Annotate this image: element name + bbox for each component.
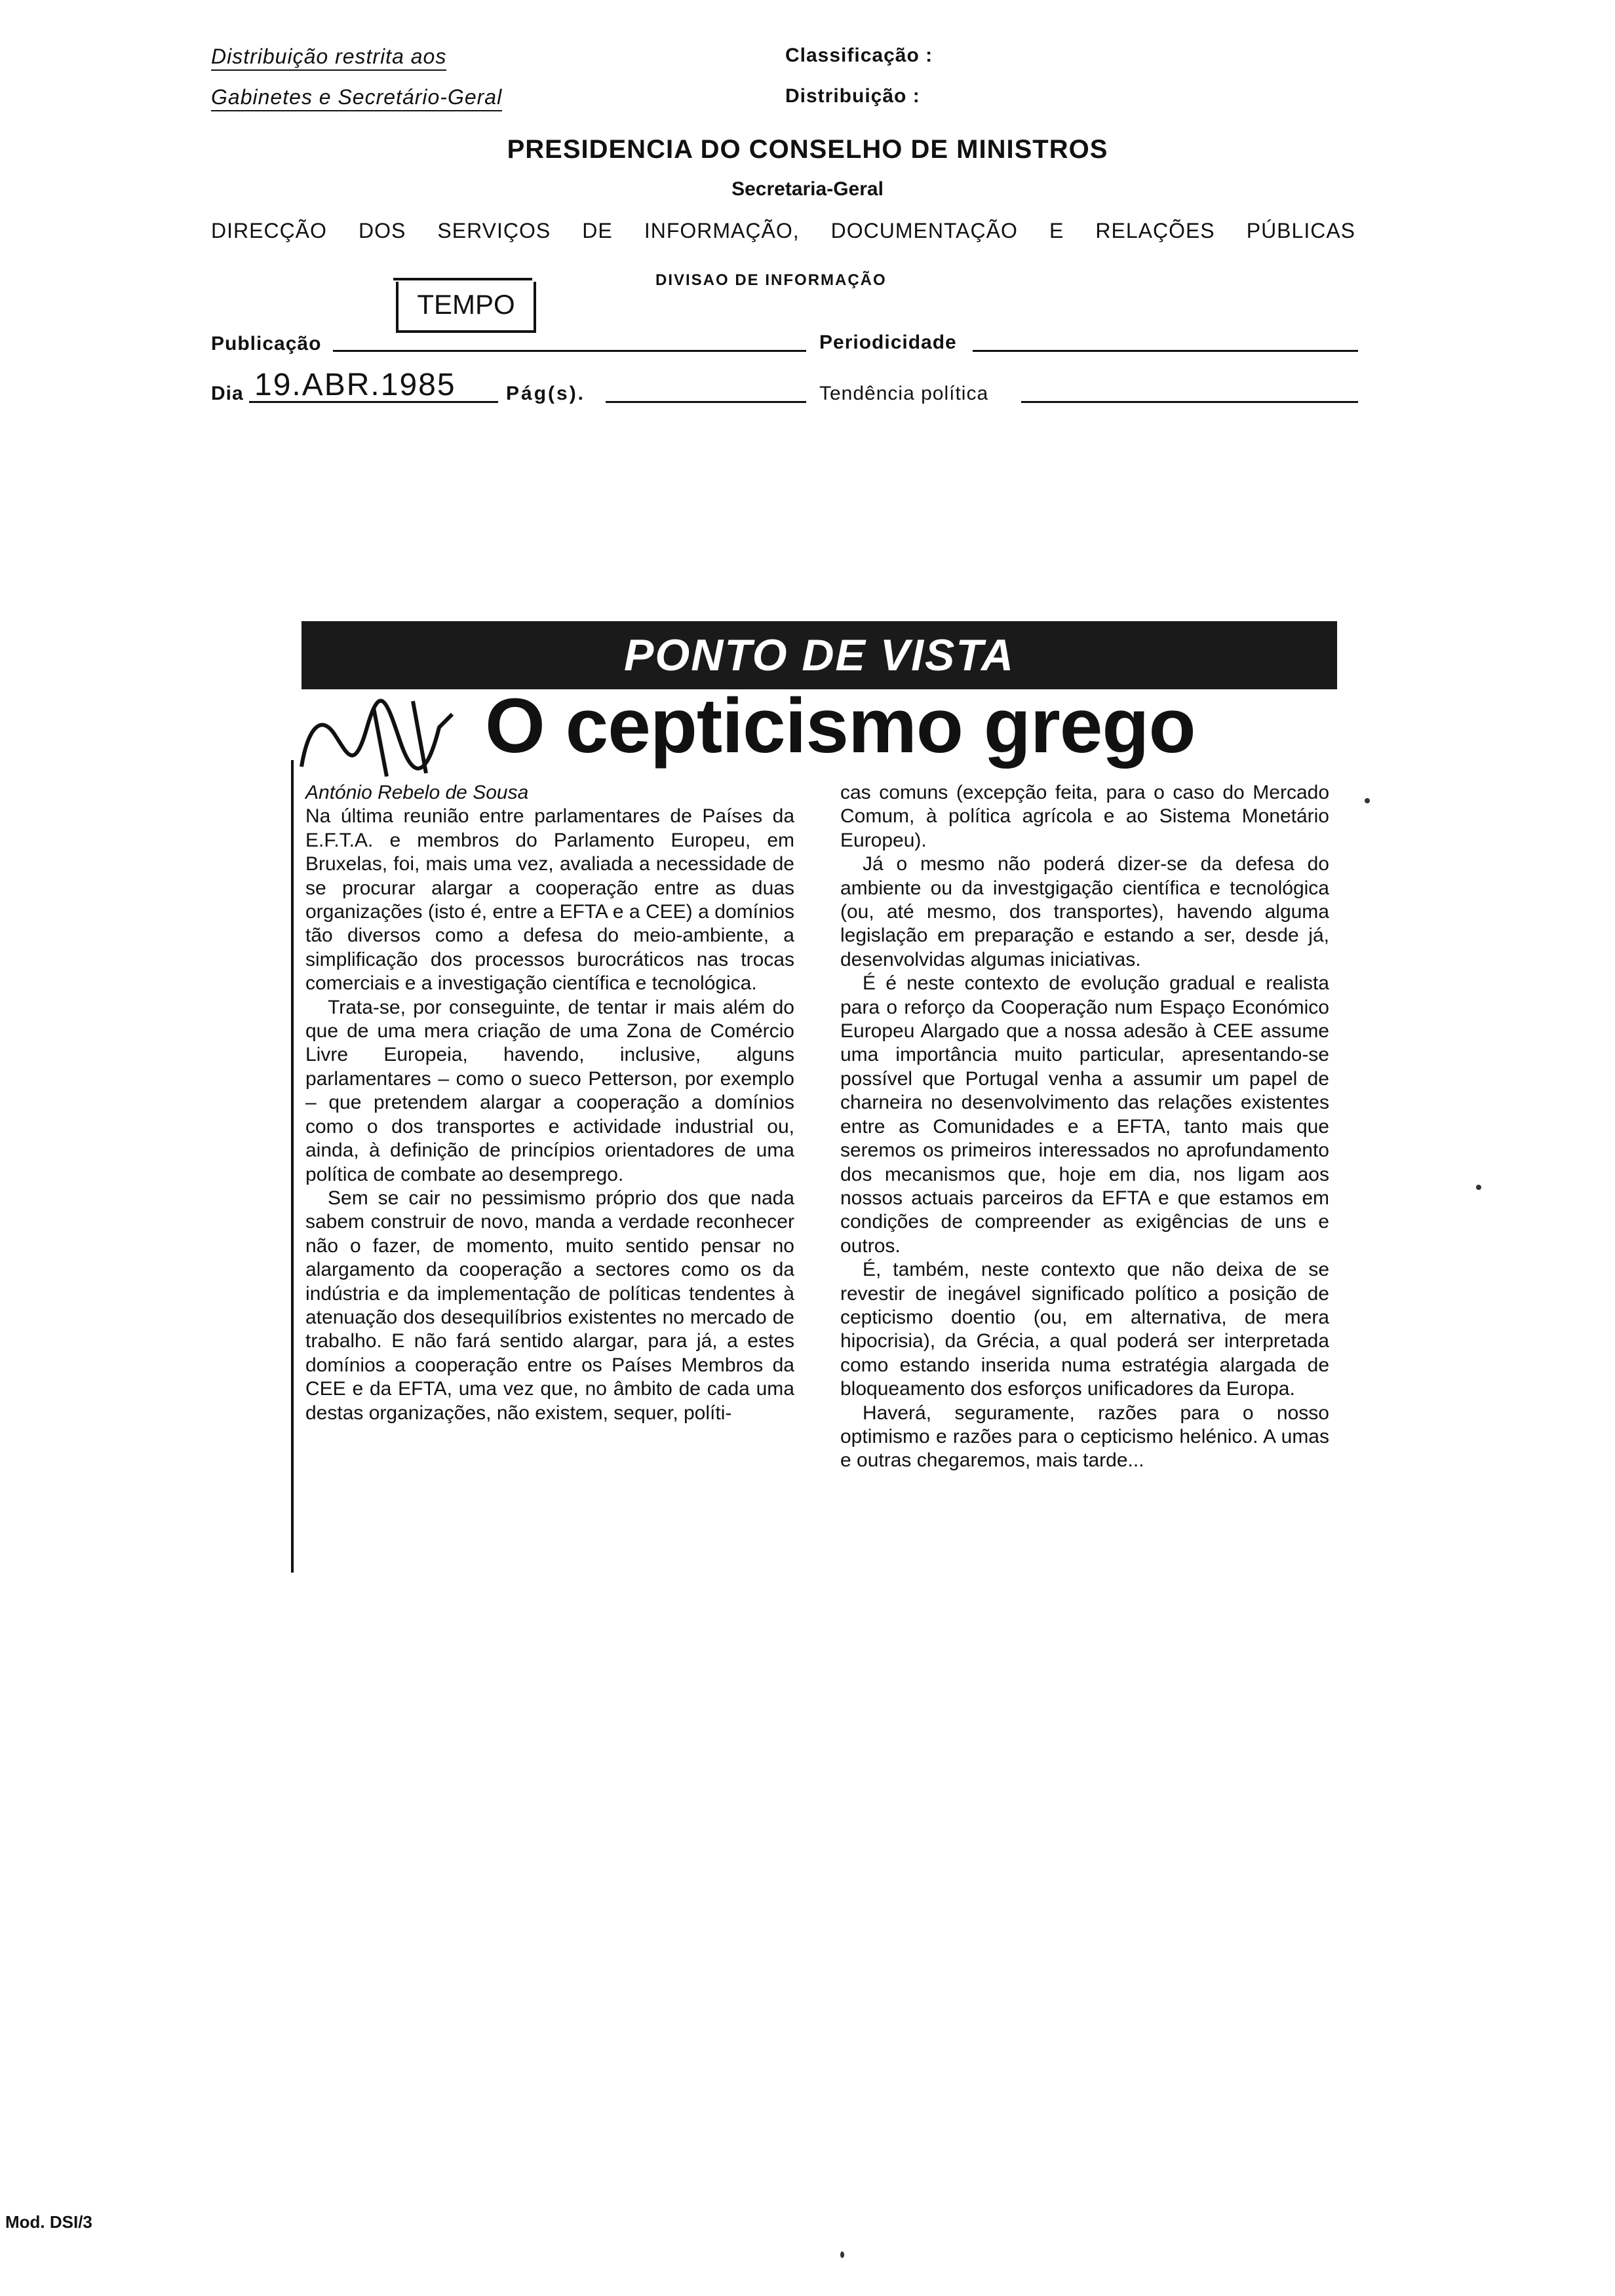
article-column-1 — [305, 781, 794, 1425]
handwritten-scribble — [295, 688, 505, 780]
form-code: Mod. DSI/3 — [5, 2212, 92, 2232]
dia-label: Dia — [211, 383, 244, 404]
tendencia-label: Tendência política — [819, 383, 989, 404]
publication-stamp: TEMPO — [396, 282, 536, 333]
section-banner — [302, 621, 1337, 689]
byline: António Rebelo de Sousa — [305, 782, 529, 803]
article-paragraph: É, também, neste contexto que não deixa de se revestir de inegável significado político a posição de cepticismo doentio (ou, em alternativa, de mera hipocrisia), da Grécia, a qual poderá ser interpretada como estando inserida numa estratégia alargada de bloqueamento dos esforços unificadores da Europa. — [840, 1259, 1329, 1400]
distribution-restriction-line1: Distribuição restrita aos — [211, 45, 446, 69]
section-banner-text: PONTO DE VISTA — [623, 630, 1015, 680]
article-paragraph: Na última reunião entre parlamentares de Países da E.F.T.A. e membros do Parlamento Europeu, em Bruxelas, foi, mais uma vez, avaliada a necessidade de se procurar alargar a cooperação entre as duas organizações (isto é, entre a EFTA e a CEE) a domínios tão diversos como a defesa do meio-ambiente, a simplificação dos processos burocráticos nas trocas comerciais e a investigação científica e tecnológica. — [305, 805, 794, 995]
article-paragraph: Trata-se, por conseguinte, de tentar ir mais além do que de uma mera criação de uma Zona de Comércio Livre Europeia, havendo, inclusive, alguns parlamentares – como o sueco Petterson, por exemplo – que pretendem alargar a cooperação a domínios como o dos transportes e actividade industrial ou, ainda, à definição de princípios orientadores de uma política de combate ao desemprego. — [305, 996, 794, 1185]
dia-value: 19.ABR.1985 — [254, 368, 456, 402]
tendencia-rule — [1021, 401, 1358, 403]
publicacao-rule — [333, 350, 806, 352]
article-paragraph: É é neste contexto de evolução gradual e realista para o reforço da Cooperação num Espaço Económico Europeu Alargado que a nossa adesão à CEE assume uma importância muito particular, apresentando-se possível que Portugal venha a assumir um papel de charneira no desenvolvimento das relações existentes entre as Comunidades e a EFTA, tanto mais que seremos os primeiros interessados no aprofundamento dos mecanismos que, hoje em dia, nos ligam aos nossos actuais parceiros da EFTA e que estamos em condições de compreender as exigências de uns e outros. — [840, 972, 1329, 1257]
distribution-restriction-line2: Gabinetes e Secretário-Geral — [211, 85, 502, 109]
scan-speck — [1476, 1185, 1481, 1190]
dia-rule — [249, 401, 498, 403]
article-paragraph: Haverá, seguramente, razões para o nosso optimismo e razões para o cepticismo helénico. A umas e outras chegaremos, mais tarde... — [840, 1402, 1329, 1472]
direction-line: DIRECÇÃO DOS SERVIÇOS DE INFORMAÇÃO, DOCUMENTAÇÃO E RELAÇÕES PÚBLICAS — [211, 219, 1355, 242]
classification-label: Classificação : — [785, 45, 933, 66]
article-paragraph: cas comuns (excepção feita, para o caso do Mercado Comum, à política agrícola e ao Sistema Monetário Europeu). — [840, 782, 1329, 851]
article-paragraph: Sem se cair no pessimismo próprio dos que nada sabem construir de novo, manda a verdade reconhecer não o fazer, de momento, muito sentido pensar no alargamento da cooperação a sectores como os da indústria e da implementação de políticas tendentes à atenuação dos desequilíbrios existentes no mercado de trabalho. E não fará sentido alargar, para já, a estes domínios a cooperação entre os Países Membros da CEE e da EFTA, uma vez que, no âmbito de cada uma destas organizações, não existem, sequer, políti- — [305, 1187, 794, 1424]
article-headline: O cepticismo grego — [485, 683, 1196, 769]
stamp-top-rule — [393, 278, 532, 280]
periodicidade-label: Periodicidade — [819, 332, 957, 353]
org-subtitle: Secretaria-Geral — [731, 178, 884, 200]
article-column-2 — [840, 781, 1329, 1473]
pags-label: Pág(s). — [506, 383, 586, 404]
publicacao-label: Publicação — [211, 333, 322, 354]
pags-rule — [606, 401, 806, 403]
org-title: PRESIDENCIA DO CONSELHO DE MINISTROS — [507, 135, 1108, 164]
article-paragraph: Já o mesmo não poderá dizer-se da defesa do ambiente ou da investgigação científica e tecnológica (ou, até mesmo, dos transportes), havendo alguma legislação em preparação e estando a ser, desde já, desenvolvidas algumas iniciativas. — [840, 853, 1329, 970]
column-rule — [291, 760, 294, 1573]
division-label: DIVISAO DE INFORMAÇÃO — [655, 271, 887, 289]
scan-speck — [1365, 798, 1370, 803]
periodicidade-rule — [973, 350, 1358, 352]
scan-speck — [840, 2251, 844, 2258]
distribution-label: Distribuição : — [785, 85, 920, 107]
